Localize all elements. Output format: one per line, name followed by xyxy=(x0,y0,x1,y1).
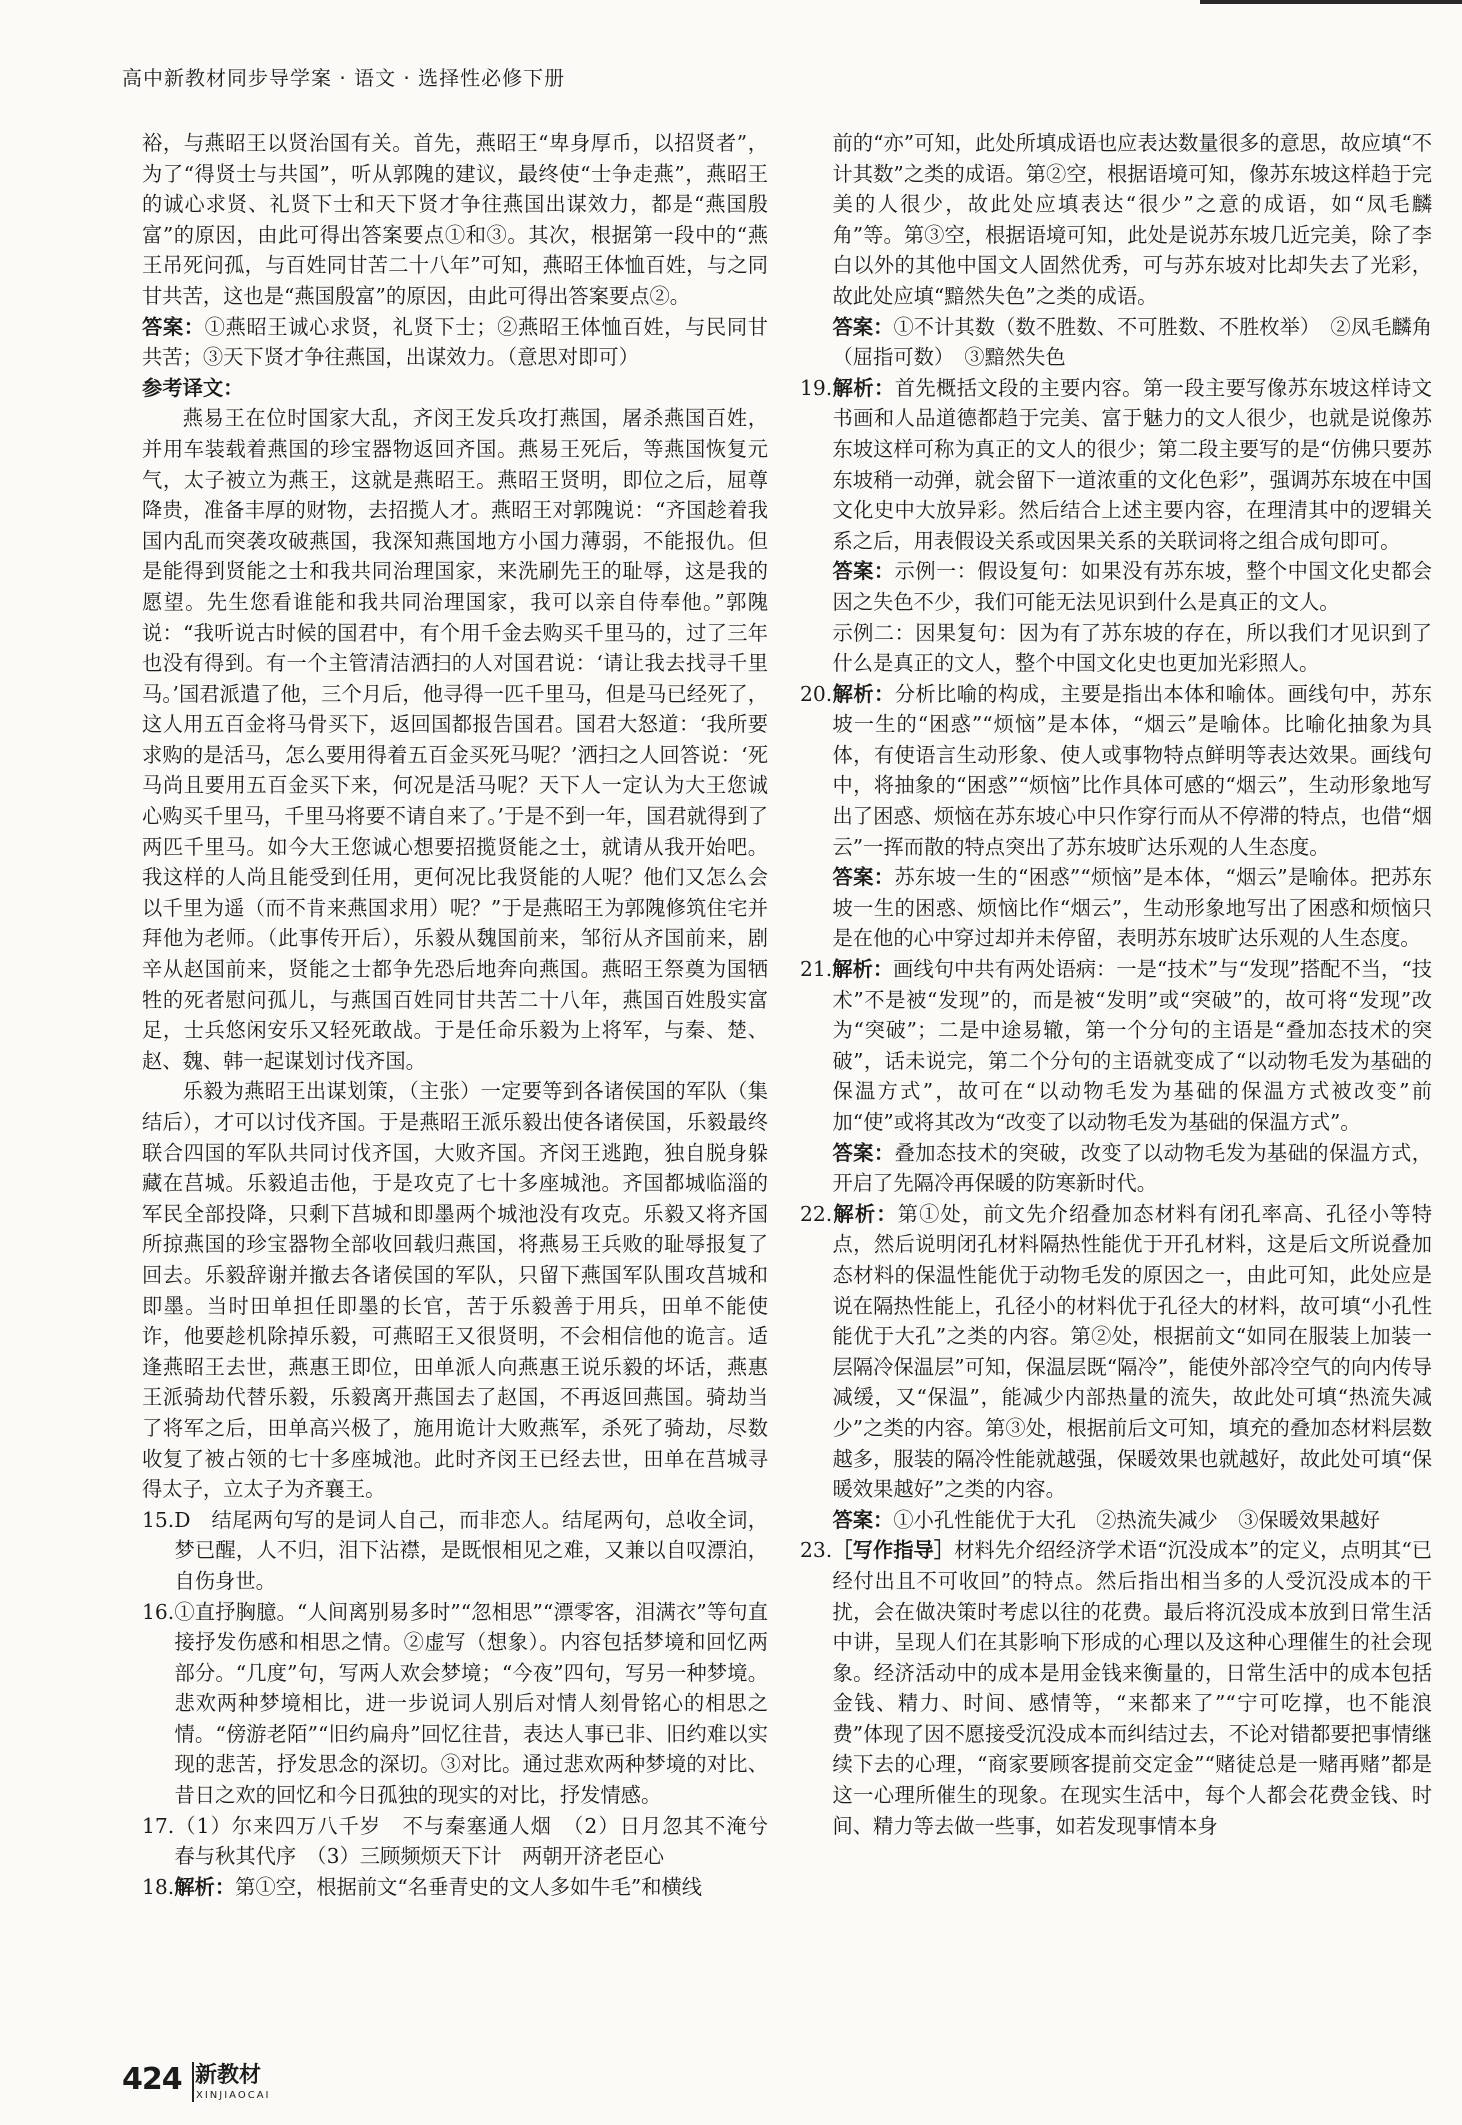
q22-number: 22. xyxy=(800,1201,833,1226)
analysis-label: 解析： xyxy=(832,1201,898,1226)
analysis-label: 解析： xyxy=(832,957,894,982)
answer-label: 答案： xyxy=(832,1140,895,1165)
writing-guide-text: 材料先介绍经济学术语“沉没成本”的定义，点明其“已经付出且不可收回”的特点。然后指出相当多的人受沉没成本的干扰，会在做决策时考虑以往的花费。最后将沉没成本放到日常生活中讲，呈现人们在其影响下形成的心理以及这种心理催生的社会现象。经济活动中的成本是用金钱来衡量的，日常生活中的成本包括金钱、精力、时间、感情等，“来都来了”“宁可吃撑，也不能浪费”体现了因不愿接受沉没成本而纠结过去，不论对错都要把事情继续下去的心理，“商家要顾客提前交定金”“赌徒总是一赌再赌”都是这一心理所催生的现象。在现实生活中，每个人都会花费金钱、时间、精力等去做一些事，如若发现事情本身 xyxy=(832,1538,1432,1838)
answer-text: ①燕昭王诚心求贤，礼贤下士；②燕昭王体恤百姓，与民同甘共苦；③天下贤才争往燕国，出谋效力。（意思对即可） xyxy=(142,314,768,370)
analysis-label: 解析： xyxy=(832,375,895,400)
analysis-text: 第①空，根据前文“名垂青史的文人多如牛毛”和横线 xyxy=(235,1874,703,1899)
q23-number: 23. xyxy=(800,1538,833,1563)
analysis-q20 xyxy=(800,679,1432,863)
analysis-text: 分析比喻的构成，主要是指出本体和喻体。画线句中，苏东坡一生的“困惑”“烦恼”是本体，“烟云”是喻体。比喻化抽象为具体，有使语言生动形象、使人或事物特点鲜明等表达效果。画线句中，将抽象的“困惑”“烦恼”比作具体可感的“烟云”，生动形象地写出了困惑、烦恼在苏东坡心中只作穿行而从不停滞的特点，也借“烟云”一挥而散的特点突出了苏东坡旷达乐观的人生态度。 xyxy=(832,681,1432,859)
footer-brand: 新教材 xyxy=(195,2063,262,2088)
q21-number: 21. xyxy=(800,957,833,982)
analysis-q18 xyxy=(142,1872,768,1903)
analysis-q19 xyxy=(800,373,1432,557)
analysis-q18-cont: 前的“亦”可知，此处所填成语也应表达数量很多的意思，故应填“不计其数”之类的成语。第②空，根据语境可知，像苏东坡这样趋于完美的人很少，故此处应填表达“很少”之意的成语，如“凤毛麟角”等。第③空，根据语境可知，此处是说苏东坡几近完美，除了李白以外的其他中国文人固然优秀，可与苏东坡对比却失去了光彩，故此处应填“黯然失色”之类的成语。 xyxy=(832,131,1432,308)
answer-q19 xyxy=(800,556,1432,617)
answer-text: ①小孔性能优于大孔 ②热流失减少 ③保暖效果越好 xyxy=(893,1507,1381,1532)
analysis-q22 xyxy=(800,1199,1432,1505)
answer-q14 xyxy=(142,312,768,373)
analysis-text: 首先概括文段的主要内容。第一段主要写像苏东坡这样诗文书画和人品道德都趋于完美、富于魅力的文人很少，也就是说像苏东坡这样可称为真正的文人的很少；第二段主要写的是“仿佛只要苏东坡稍一动弹，就会留下一道浓重的文化色彩”，强调苏东坡在中国文化史中大放异彩。然后结合上述主要内容，在理清其中的逻辑关系之后，用表假设关系或因果关系的关联词将之组合成句即可。 xyxy=(832,375,1432,553)
page-number: 424 xyxy=(122,2062,182,2097)
translation-paragraph-2: 乐毅为燕昭王出谋划策，（主张）一定要等到各诸侯国的军队（集结后），才可以讨伐齐国。于是燕昭王派乐毅出使各诸侯国，乐毅最终联合四国的军队共同讨伐齐国，大败齐国。齐闵王逃跑，独自脱身躲藏在莒城。乐毅追击他，于是攻克了七十多座城池。齐国都城临淄的军民全部投降，只剩下莒城和即墨两个城池没有攻克。乐毅又将齐国所掠燕国的珍宝器物全部收回载归燕国，将燕易王兵败的耻辱报复了回去。乐毅辞谢并撤去各诸侯国的军队，只留下燕国军队围攻莒城和即墨。当时田单担任即墨的长官，苦于乐毅善于用兵，田单不能使诈，他要趁机除掉乐毅，可燕昭王又很贤明，不会相信他的诡言。适逢燕昭王去世，燕惠王即位，田单派人向燕惠王说乐毅的坏话，燕惠王派骑劫代替乐毅，乐毅离开燕国去了赵国，不再返回燕国。骑劫当了将军之后，田单高兴极了，施用诡计大败燕军，杀死了骑劫，尽数收复了被占领的七十多座城池。此时齐闵王已经去世，田单在莒城寻得太子，立太子为齐襄王。 xyxy=(142,1079,768,1502)
answer-label: 答案： xyxy=(832,865,895,890)
answer-label: 答案： xyxy=(142,314,205,339)
analysis-label: 解析： xyxy=(832,681,895,706)
right-column xyxy=(800,128,1432,1841)
answer-text: 示例一：假设复句：如果没有苏东坡，整个中国文化史都会因之失色不少，我们可能无法见识到什么是真正的文人。 xyxy=(832,559,1432,614)
answer-q21 xyxy=(800,1138,1432,1199)
translation-paragraph-1: 燕易王在位时国家大乱，齐闵王发兵攻打燕国，屠杀燕国百姓，并用车装载着燕国的珍宝器物返回齐国。燕易王死后，等燕国恢复元气，太子被立为燕王，这就是燕昭王。燕昭王贤明，即位之后，屈尊降贵，准备丰厚的财物，去招揽人才。燕昭王对郭隗说：“齐国趁着我国内乱而突袭攻破燕国，我深知燕国地方小国力薄弱，不能报仇。但是能得到贤能之士和我共同治理国家，来洗刷先王的耻辱，这是我的愿望。先生您看谁能和我共同治理国家，我可以亲自侍奉他。”郭隗说：“我听说古时候的国君中，有个用千金去购买千里马的，过了三年也没有得到。有一个主管清洁洒扫的人对国君说：‘请让我去找寻千里马。’国君派遣了他，三个月后，他寻得一匹千里马，但是马已经死了，这人用五百金将马骨买下，返回国都报告国君。国君大怒道：‘我所要求购的是活马，怎么要用得着五百金买死马呢？’洒扫之人回答说：‘死马尚且要用五百金买下来，何况是活马呢？天下人一定认为大王您诚心购买千里马，千里马将要不请自来了。’于是不到一年，国君就得到了两匹千里马。如今大王您诚心想要招揽贤能之士，就请从我开始吧。我这样的人尚且能受到任用，更何况比我贤能的人呢？他们又怎么会以千里为遥（而不肯来燕国求用）呢？”于是燕昭王为郭隗修筑住宅并拜他为老师。（此事传开后），乐毅从魏国前来，邹衍从齐国前来，剧辛从赵国前来，贤能之士都争先恐后地奔向燕国。燕昭王祭奠为国牺牲的死者慰问孤儿，与燕国百姓同甘共苦二十八年，燕国百姓殷实富足，士兵悠闲安乐又轻死敢战。于是任命乐毅为上将军，与秦、楚、赵、魏、韩一起谋划讨伐齐国。 xyxy=(142,406,768,1073)
header-rule xyxy=(1200,0,1462,4)
answer-q16: 16.①直抒胸臆。“人间离别易多时”“忽相思”“漂零客，泪满衣”等句直接抒发伤感和相思之情。②虚写（想象）。内容包括梦境和回忆两部分。“几度”句，写两人欢会梦境；“今夜”四句，写另一种梦境。悲欢两种梦境相比，进一步说词人别后对情人刻骨铭心的相思之情。“傍游老陌”“旧约扁舟”回忆往昔，表达人事已非、旧约难以实现的悲苦，抒发思念的深切。③对比。通过悲欢两种梦境的对比、昔日之欢的回忆和今日孤独的现实的对比，抒发情感。 xyxy=(142,1599,768,1808)
footer-brand-pinyin: XINJIAOCAI xyxy=(196,2090,271,2101)
q20-number: 20. xyxy=(800,681,833,706)
writing-guide-label: ［写作指导］ xyxy=(832,1538,955,1563)
q19-number: 19. xyxy=(800,375,833,400)
left-column xyxy=(142,128,789,1902)
answer-q22 xyxy=(800,1505,1432,1536)
answer-label: 答案： xyxy=(832,1507,894,1532)
answer-text: 叠加态技术的突破，改变了以动物毛发为基础的保温方式，开启了先隔冷再保暖的防寒新时代。 xyxy=(832,1140,1432,1196)
answer-q15: 15.D 结尾两句写的是词人自己，而非恋人。结尾两句，总收全词，梦已醒，人不归，泪下沾襟，是既恨相见之难，又兼以自叹漂泊，自伤身世。 xyxy=(142,1507,768,1593)
answer-text: ①不计其数（数不胜数、不可胜数、不胜枚举） ②凤毛麟角（屈指可数） ③黯然失色 xyxy=(832,314,1432,370)
analysis-text: 画线句中共有两处语病：一是“技术”与“发现”搭配不当，“技术”不是被“发现”的，而是被“发明”或“突破”的，故可将“发现”改为“突破”；二是中途易辙，第一个分句的主语是“叠加态技术的突破”，话未说完，第二个分句的主语就变成了“以动物毛发为基础的保温方式”，故可在“以动物毛发为基础的保温方式被改变”前加“使”或将其改为“改变了以动物毛发为基础的保温方式”。 xyxy=(832,957,1432,1134)
q18-number: 18. xyxy=(142,1874,175,1899)
answer-q18 xyxy=(800,312,1432,373)
answer-q20 xyxy=(800,862,1432,954)
writing-guide-q23 xyxy=(800,1535,1432,1841)
analysis-text: 第①处，前文先介绍叠加态材料有闭孔率高、孔径小等特点，然后说明闭孔材料隔热性能优于开孔材料，这是后文所说叠加态材料的保温性能优于动物毛发的原因之一，由此可知，此处应是说在隔热性能上，孔径小的材料优于孔径大的材料，故可填“小孔性能优于大孔”之类的内容。第②处，根据前文“如同在服装上加装一层隔冷保温层”可知，保温层既“隔冷”，能使外部冷空气的向内传导减缓，又“保温”，能减少内部热量的流失，故此处可填“热流失减少”之类的内容。第③处，根据前后文可知，填充的叠加态材料层数越多，服装的隔冷性能就越强，保暖效果也就越好，故此处可填“保暖效果越好”之类的内容。 xyxy=(832,1201,1432,1502)
analysis-q21 xyxy=(800,954,1432,1138)
footer-divider xyxy=(192,2062,194,2102)
answer-text: 苏东坡一生的“困惑”“烦恼”是本体，“烟云”是喻体。把苏东坡一生的困惑、烦恼比作“烟云”，生动形象地写出了困惑和烦恼只是在他的心中穿过却并未停留，表明苏东坡旷达乐观的人生态度。 xyxy=(832,865,1432,951)
answer-label: 答案： xyxy=(832,314,894,339)
answer-label: 答案： xyxy=(832,559,895,584)
translation-heading: 参考译文： xyxy=(142,375,244,400)
analysis-q14-cont: 裕，与燕昭王以贤治国有关。首先，燕昭王“卑身厚币，以招贤者”，为了“得贤士与共国”，听从郭隗的建议，最终使“士争走燕”，燕昭王的诚心求贤、礼贤下士和天下贤才争往燕国出谋效力，都是“燕国殷富”的原因，由此可得出答案要点①和③。其次，根据第一段中的“燕王吊死问孤，与百姓同甘苦二十八年”可知，燕昭王体恤百姓，与之同甘共苦，这也是“燕国殷富”的原因，由此可得出答案要点②。 xyxy=(142,131,768,308)
page-header: 高中新教材同步导学案 · 语文 · 选择性必修下册 xyxy=(122,66,566,90)
answer-q19-example-2: 示例二：因果复句：因为有了苏东坡的存在，所以我们才见识到了什么是真正的文人，整个中国文化史也更加光彩照人。 xyxy=(832,620,1432,676)
analysis-label: 解析： xyxy=(174,1874,236,1899)
answer-q17: 17.（1）尔来四万八千岁 不与秦塞通人烟 （2）日月忽其不淹兮 春与秋其代序 （3）三顾频烦天下计 两朝开济老臣心 xyxy=(142,1813,789,1869)
